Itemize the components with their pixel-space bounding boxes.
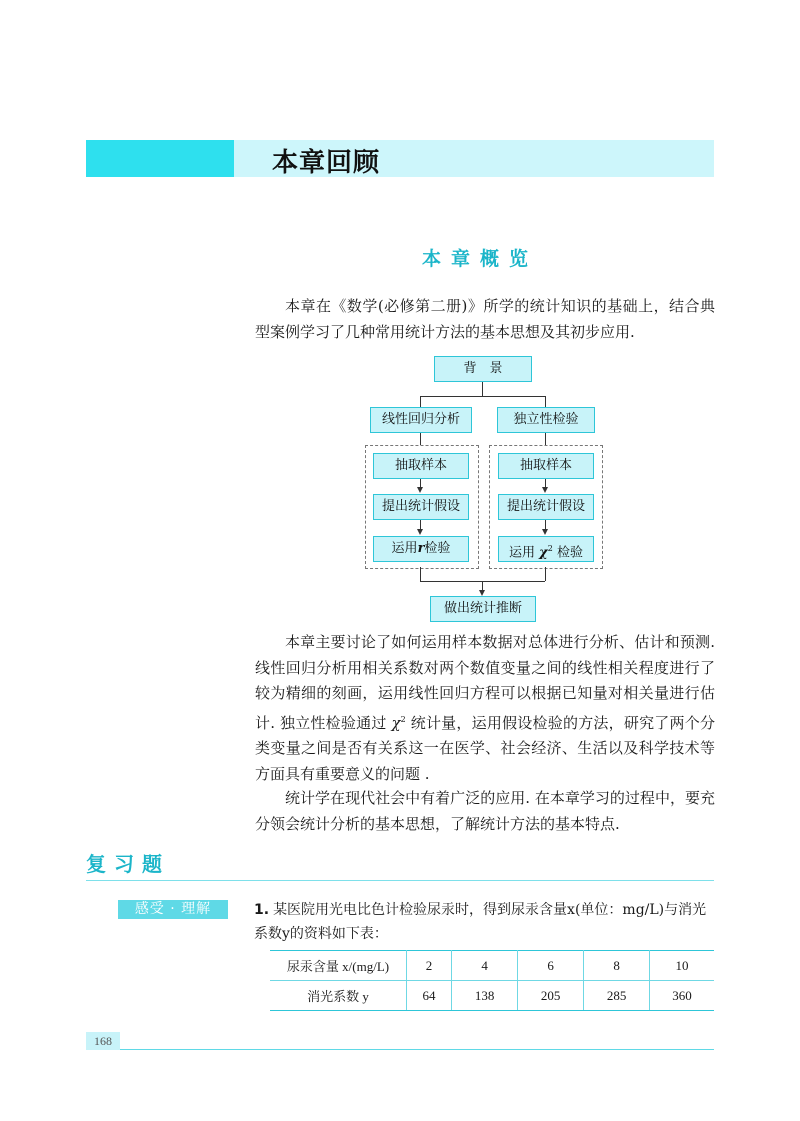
chi-symbol: χ	[539, 545, 548, 561]
footer-divider	[120, 1049, 714, 1050]
flow-independence-test-box: 独立性检验	[497, 407, 595, 433]
problem-text: 某医院用光电比色计检验尿汞时，得到尿汞含量x(单位：mg/L)与消光系数y的资料如下表：	[254, 902, 707, 942]
flow-apply-prefix: 运用	[391, 541, 418, 556]
table-row	[270, 981, 714, 1011]
table-cell: 138	[452, 981, 518, 1011]
table-cell: 360	[650, 981, 714, 1011]
table-cell: 285	[584, 981, 650, 1011]
flow-conclusion-box: 做出统计推断	[430, 596, 536, 622]
review-heading: 复习题	[86, 852, 170, 876]
table-row-label: 尿汞含量 x/(mg/L)	[270, 951, 407, 981]
section-tag: 感受 · 理解	[118, 900, 228, 919]
chi-superscript: 2	[400, 714, 406, 724]
flow-apply-suffix: 检验	[424, 541, 451, 556]
table-cell: 10	[650, 951, 714, 981]
data-table	[270, 950, 714, 1011]
flow-linear-regression-box: 线性回归分析	[370, 407, 472, 433]
flow-apply-suffix: 检验	[556, 545, 583, 561]
chapter-title: 本章回顾	[272, 148, 381, 178]
summary-paragraph	[255, 630, 715, 787]
summary-text-a: 本章主要讨论了如何运用样本数据对总体进行分析、估计和预测. 线性回归分析用相关系数对两个数值变量之间的线性相关程度进行了较为精细的刻画，运用线性回归方程可以根据已知量对相关量进行估计. 独立性检验通过	[255, 633, 715, 732]
review-divider	[86, 880, 714, 881]
problem-1	[254, 898, 716, 946]
flow-right-sample-box: 抽取样本	[498, 453, 594, 479]
flow-left-hypothesis-box: 提出统计假设	[373, 494, 469, 520]
flow-apply-prefix: 运用	[509, 545, 536, 561]
table-cell: 4	[452, 951, 518, 981]
flow-right-dashed-group	[489, 445, 603, 569]
flow-left-dashed-group	[365, 445, 479, 569]
summary-text-b: 统计量，运用假设检验的方法，研究了两个分类变量之间是否有关系这一在医学、社会经济、生活以及科学技术等方面具有重要意义的问题 .	[255, 713, 715, 783]
r-symbol: r	[417, 541, 425, 556]
chi-symbol: χ	[391, 713, 401, 732]
flow-background-box: 背 景	[434, 356, 532, 382]
title-accent-block	[86, 140, 234, 177]
overview-heading: 本章概览	[421, 248, 538, 270]
page-number: 168	[86, 1032, 120, 1050]
chi-superscript: 2	[547, 544, 553, 553]
table-row	[270, 951, 714, 981]
table-cell: 205	[518, 981, 584, 1011]
table-row-label: 消光系数 y	[270, 981, 407, 1011]
closing-paragraph: 统计学在现代社会中有着广泛的应用. 在本章学习的过程中，要充分领会统计分析的基本思想，了解统计方法的基本特点.	[255, 789, 715, 833]
problem-number: 1.	[254, 902, 270, 918]
table-cell: 2	[407, 951, 452, 981]
flow-left-sample-box: 抽取样本	[373, 453, 469, 479]
intro-paragraph: 本章在《数学(必修第二册)》所学的统计知识的基础上，结合典型案例学习了几种常用统计方法的基本思想及其初步应用.	[255, 297, 715, 341]
table-cell: 64	[407, 981, 452, 1011]
table-cell: 6	[518, 951, 584, 981]
flow-left-r-test-box	[373, 536, 469, 562]
table-cell: 8	[584, 951, 650, 981]
flow-right-chi-test-box	[498, 536, 594, 562]
flow-right-hypothesis-box: 提出统计假设	[498, 494, 594, 520]
